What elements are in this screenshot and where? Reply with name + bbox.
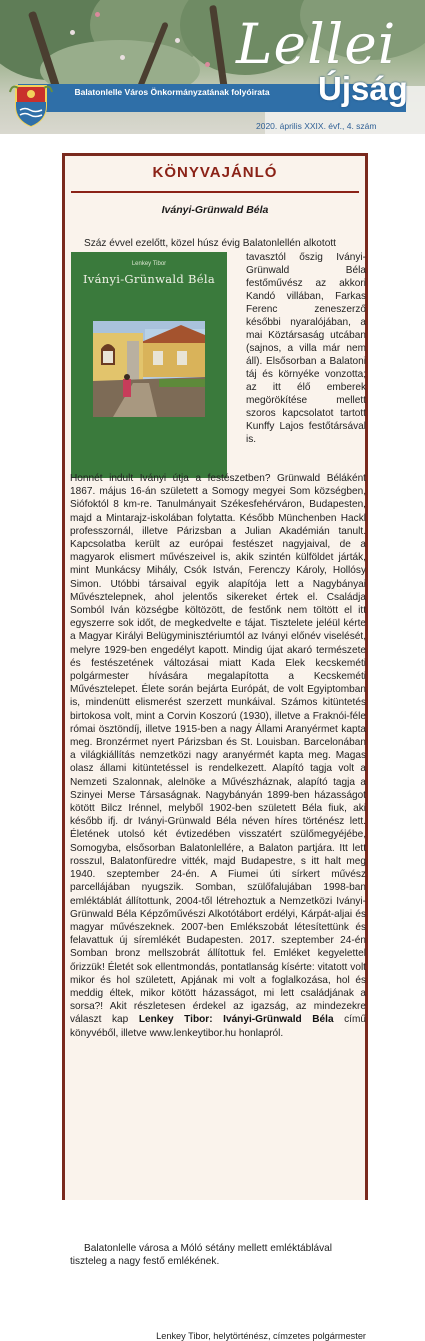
- author-signature: Lenkey Tibor, helytörténész, címzetes polgármester: [156, 1331, 366, 1341]
- header-banner: [0, 0, 425, 134]
- section-title: KÖNYVAJÁNLÓ: [152, 164, 278, 181]
- masthead-subtitle: Újság: [318, 70, 408, 107]
- body-paragraph: [70, 472, 366, 1040]
- blossom-shape: [205, 62, 210, 67]
- article-frame: [62, 153, 368, 1341]
- book-reference: Lenkey Tibor: Iványi-Grünwald Béla: [138, 1014, 334, 1026]
- closing-paragraph: Balatonlelle városa a Móló sétány mellett emléktáblával tiszteleg a nagy festő emlékének.: [70, 1243, 332, 1267]
- blossom-shape: [120, 55, 125, 60]
- article-heading: Iványi-Grünwald Béla: [161, 204, 269, 216]
- house-illustration: [93, 321, 205, 417]
- cover-photo: [93, 321, 205, 417]
- blossom-shape: [95, 12, 100, 17]
- book-cover-image: [71, 252, 227, 478]
- coat-of-arms-icon: [8, 80, 54, 128]
- blossom-shape: [175, 38, 180, 43]
- cover-title: Iványi-Grünwald Béla: [82, 272, 216, 286]
- wrap-paragraph: tavasztól őszig Iványi-Grünwald Béla festőművész az akkori Kandó villában, Farkas Ferenc zeneszerző későbbi nyaralójában, a mai Köztársaság utcában (sajnos, a villa már nem áll). Elsősorban a Balatoni táj és környéke vonzotta; az itt élő emberek megörökítése mellett szoros kapcsolatot tartott Kunffy Lajos festőtársával is.: [246, 252, 366, 445]
- blossom-shape: [70, 30, 75, 35]
- lead-line: Száz évvel ezelőtt, közel húsz évig Balatonlellén alkotott: [84, 238, 336, 249]
- body-text-end: című könyvéből, illetve www.lenkeytibor.hu honlapról.: [70, 1014, 366, 1039]
- issue-info: 2020. április XXIX. évf., 4. szám: [256, 121, 377, 131]
- masthead-title: Lellei: [236, 12, 397, 76]
- title-divider: [71, 191, 359, 193]
- publisher-text: Balatonlelle Város Önkormányzatának folyóirata: [74, 87, 270, 97]
- body-text: Honnét indult Iványi útja a festészetben? Grünwald Béláként 1867. május 16-án született a Somogy megyei Som községben, Siófoktól 8 km-re. Tanulmányait Székesfehérváron, Budapesten, majd a Mintarajz-iskolában folytatta. Később Münchenben Hackl professzornál, illetve Párizsban a Julian Akadémián tanult. Kapcsolatba került az európai festészet nagyjaival, de a magyarok elismert művészeivel is, akik szintén külföldet járták, mint Munkácsy Mihály, Csók István, Ferenczy Károly, Hollósy Simon. Utóbbi társaival egyik alapítója lett a Nagybányai Művésztelepnek, ahol jelentős sikereket értek el. Családja Somból Iván községbe költözött, de festőnk nem töltött el itt egyszerre sok időt, de megkedvelte e tájat. Tisztelete jeléül kérte a Magyar Királyi Belügyminisztériumtól az Iványi előnév viselését, melyre 1929-ben engedélyt kapott. Mindig újat akaró természete és festészetének változásai miatt Kada Elek kecskeméti polgármester hívására megalapította a Kecskeméti Művésztelepet. Élete során bejárta Európát, de volt Egyiptomban is, mindenütt elismerést szerzett munkáival. Számos kitüntetés birtokosa volt, mint a Corvin Koszorú (1930), illetve a Fraknói-féle római ösztöndíj, illetve 1915-ben a nagy Állami Aranyérmet kapta meg. Bronzérmet nyert Párizsban és St. Louisban. Barcelonában a világkiállítás nemzetközi nagy aranyérmét kapta meg. Magas olasz állami kitüntetéssel is rendelkezett. Alapító tagja volt a Nemzeti Szalonnak, alelnöke a Művészháznak, alapító tagja a Szinyei Merse Társaságnak. Nagybányán 1899-ben házasságot kötött Bilcz Irénnel, melyből 1902-ben született Béla fiuk, aki később ifj. dr Iványi-Grünwald Béla néven híres történész lett. Életének utolsó két évtizedében visszatért szülőmegyéjébe, Somogyba, elsősorban Balatonlellére, a Balaton partjára. Itt lett rosszul, Balatonfüredre vitték, majd Budapestre, s itt halt meg 1940. szeptember 24-én. A Fiumei úti sírkert művész parcellájában nyugszik. Somban, szülőfalujában 1998-ban emléktáblát állítottunk, 2004-től létrehoztuk a Nemzetközi Iványi-Grünwald Béla Képzőművészi Alkotótábort erdélyi, Kárpát-aljai és magyar művészeknek. 2007-ben Emlékszobát létesítettünk és felavattuk új síremlékét Budapesten. 2017. szeptember 24-én Somban bronz mellszobrát állítottuk fel. Emléket kegyelettel őrizzük! Életét sok ellentmondás, pontatlanság kísérte: vitatott volt mikor és hol született, Apjának mi volt a foglalkozása, hol és meddig éltek, mikor kötött házasságot, mi lett családjának a sorsa?! Akit részletesen érdekel az igazság, az mindezekre választ kap: [70, 473, 366, 1026]
- cover-author: Lenkey Tibor: [131, 261, 167, 267]
